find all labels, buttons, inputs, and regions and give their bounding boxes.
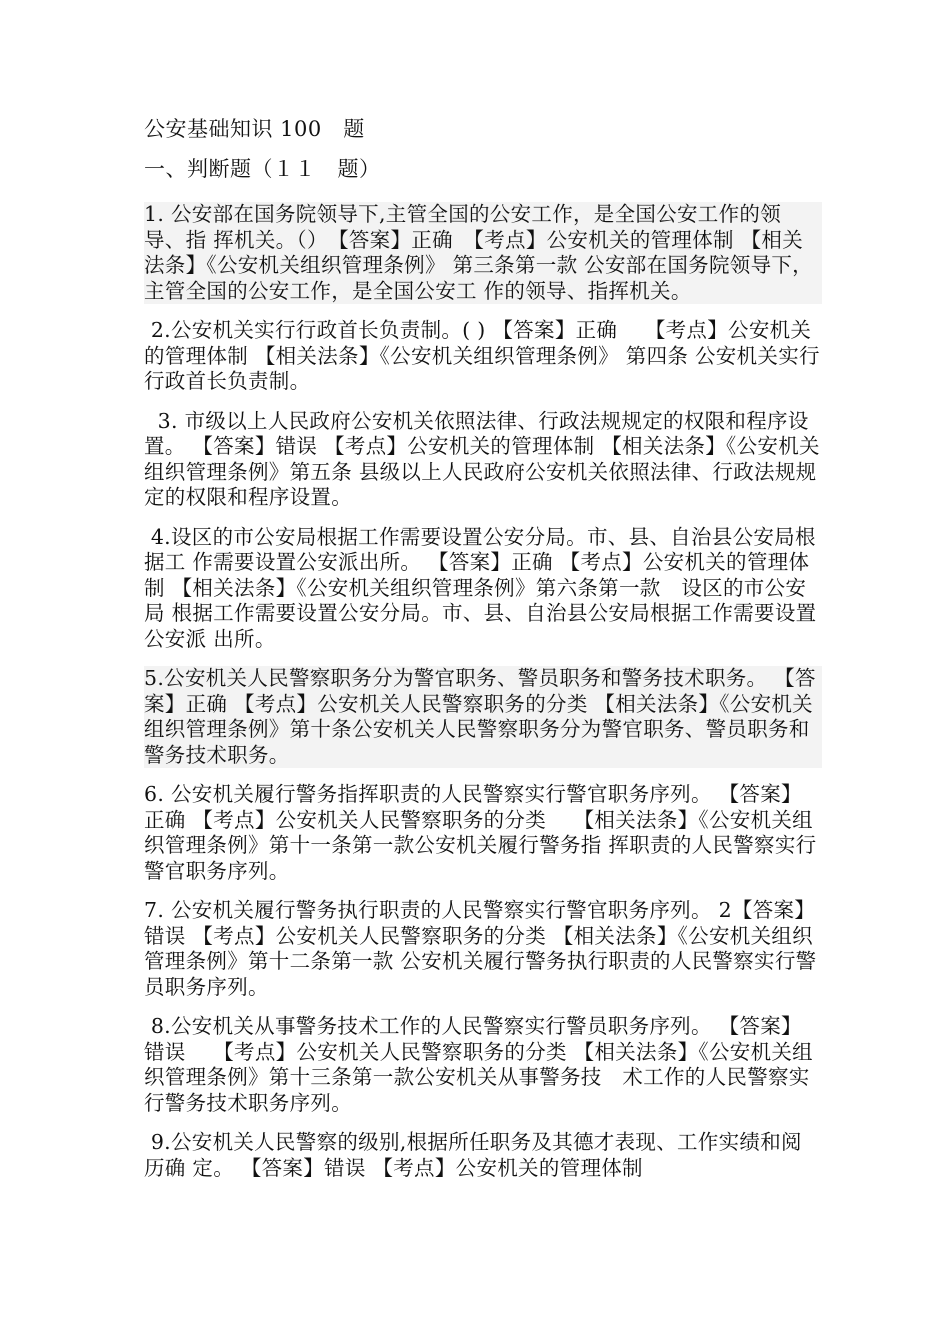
question-paragraph-4: 4.设区的市公安局根据工作需要设置公安分局。市、县、自治县公安局根据工 作需要设置公安派出所。 【答案】正确 【考点】公安机关的管理体制 【相关法条】《公安机关组织管理条例》第六条第一款 设区的市公安局 根据工作需要设置公安分局。市、县、自治县公安局根据工作需要设置公安派 出所。 <box>144 524 817 651</box>
question-paragraph-6: 6. 公安机关履行警务指挥职责的人民警察实行警官职务序列。 【答案】正确 【考点】公安机关人民警察职务的分类 【相关法条】《公安机关组织管理条例》第十一条第一款公安机关履行警务指 挥职责的人民警察实行警官职务序列。 <box>144 782 817 883</box>
question-paragraph-1: 1. 公安部在国务院领导下,主管全国的公安工作，是全国公安工作的领导、指 挥机关。（） 【答案】正确 【考点】公安机关的管理体制 【相关法条】《公安机关组织管理条例》 第三条第一款 公安部在国务院领导下，主管全国的公安工作，是全国公安工 作的领导、指挥机关。 <box>144 202 822 304</box>
question-paragraph-5: 5.公安机关人民警察职务分为警官职务、警员职务和警务技术职务。 【答案】正确 【考点】公安机关人民警察职务的分类 【相关法条】《公安机关组织管理条例》第十条公安机关人民警察职务分为警官职务、警员职务和警务技术职务。 <box>144 666 822 768</box>
question-paragraph-8: 8.公安机关从事警务技术工作的人民警察实行警员职务序列。 【答案】错误 【考点】公安机关人民警察职务的分类 【相关法条】《公安机关组织管理条例》第十三条第一款公安机关从事警务技 术工作的人民警察实行警务技术职务序列。 <box>144 1014 813 1115</box>
question-paragraph-3: 3. 市级以上人民政府公安机关依照法律、行政法规规定的权限和程序设置。 【答案】错误 【考点】公安机关的管理体制 【相关法条】《公安机关组织管理条例》第五条 县级以上人民政府公安机关依照法律、行政法规规定的权限和程序设置。 <box>144 408 820 509</box>
question-paragraph-7: 7. 公安机关履行警务执行职责的人民警察实行警官职务序列。 2【答案】错误 【考点】公安机关人民警察职务的分类 【相关法条】《公安机关组织管理条例》第十二条第一款 公安机关履行警务执行职责的人民警察实行警员职务序列。 <box>144 898 817 999</box>
section-heading: 一、判断题（１１ 题） <box>144 157 381 181</box>
document-title: 公安基础知识 100 题 <box>144 117 365 141</box>
question-paragraph-2: 2.公安机关实行行政首长负责制。( ) 【答案】正确 【考点】公安机关的管理体制 【相关法条】《公安机关组织管理条例》 第四条 公安机关实行行政首长负责制。 <box>144 318 820 393</box>
document-body <box>144 114 822 1195</box>
question-paragraph-9: 9.公安机关人民警察的级别,根据所任职务及其德才表现、工作实绩和阅历确 定。 【答案】错误 【考点】公安机关的管理体制 <box>144 1130 802 1180</box>
